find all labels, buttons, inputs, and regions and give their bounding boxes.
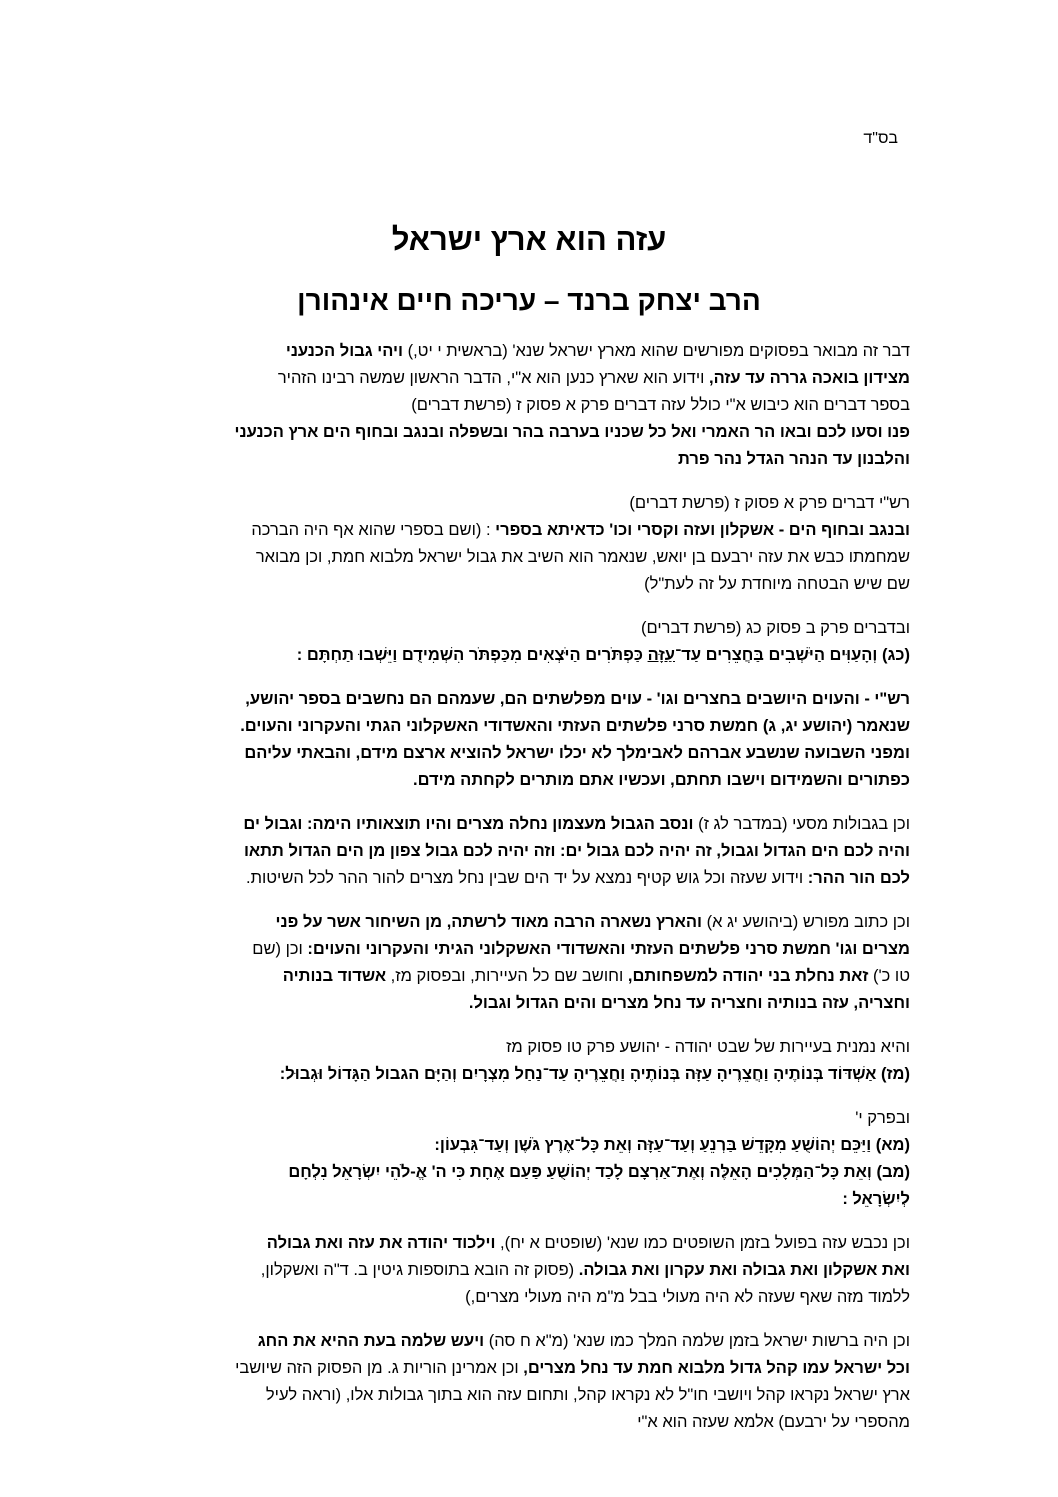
page-title: עזה הוא ארץ ישראל — [391, 222, 667, 257]
verse-line — [185, 642, 910, 669]
text-span: וכן היה ברשות ישראל בזמן שלמה המלך כמו שנא' (מ"א ח סה) — [484, 1332, 910, 1350]
text-span: וחושב שם כל העיירות, ובפסוק מז, — [386, 967, 628, 985]
verse-line: (מב) וְאֵת כָּל־הַמְּלָכִים הָאֵלֶּה וְאֶת־אַרְצָם לָכַד יְהוֹשֻׁעַ פַּעַם אֶחָת כִּי ה' אֱ-לֹהֵי יִשְׂרָאֵל נִלְחָם — [288, 1163, 910, 1181]
text-line — [185, 865, 910, 892]
bold-quote: זאת נחלת בני יהודה למשפחותם, — [627, 967, 869, 985]
bold-quote: אשדוד בנותיה — [282, 967, 387, 985]
text-line: כפתורים והשמידום וישבו תחתם, ועכשיו אתם מותרים לקחתה מידם. — [413, 771, 910, 789]
source-heading: והיא נמנית בעיירות של שבט יהודה - יהושע פרק טו פסוק מז — [506, 1038, 910, 1056]
paragraph-shlomo — [185, 1328, 910, 1436]
verse-line: (מז) אַשְׁדּוֹד בְּנוֹתֶיהָ וַחֲצֵרֶיהָ עַזָּה בְּנוֹתֶיהָ וַחֲצֵרֶיהָ עַד־נַחַל מִצְרָיִם וְהַיָּם הגבול הַגָּדוֹל וּגְבוּל: — [279, 1065, 910, 1083]
text-span: וידוע שעזה וכל גוש קטיף נמצא על יד הים שבין נחל מצרים להור ההר לכל השיטות. — [246, 869, 808, 887]
bold-quote: מצרים וגו' חמשת סרני פלשתים העזתי והאשדודי האשקלוני הגיתי והעקרוני והעוים: — [307, 940, 910, 958]
text-line — [185, 909, 910, 936]
paragraph-devarim-verse — [185, 615, 910, 669]
bold-quote: ובנגב ובחוף הים - אשקלון ועזה וקסרי וכו' כדאיתא בספרי — [495, 521, 910, 539]
text-span: וכן בגבולות מסעי (במדבר לג ז) — [693, 815, 910, 833]
underlined-word: עַזָּה — [647, 646, 675, 664]
text-line: ללמוד מזה שאף שעזה לא היה מעולי בבל מ"מ היה מעולי מצרים,) — [465, 1288, 910, 1306]
text-line: רש"י - והעוים היושבים בחצרים וגו' - עוים מפלשתים הם, שעמהם הם נחשבים בספר יהושע, — [245, 690, 910, 708]
text-line: ומפני השבועה שנשבע אברהם לאבימלך לא יכלו ישראל להוציא ארצם מידם, והבאתי עליהם — [244, 744, 910, 762]
paragraph-perek-yud — [185, 1105, 910, 1213]
bold-quote: ויעש שלמה בעת ההיא את החג — [257, 1332, 485, 1350]
bold-quote-line: והיה לכם הים הגדול וגבול, זה יהיה לכם גבול ים: וזה יהיה לכם גבול צפון מן הים הגדול תתאו — [243, 842, 910, 860]
text-span: וידוע הוא שארץ כנען הוא א"י, הדבר הראשון שמשה רבינו הזהיר — [277, 369, 709, 387]
paragraph-shoftim — [185, 1230, 910, 1311]
document-body — [185, 338, 910, 1453]
bold-quote: ונסב הגבול מעצמון נחלה מצרים והיו תוצאותיו הימה: וגבול ים — [243, 815, 694, 833]
paragraph-rashi-devarim — [185, 490, 910, 598]
bold-quote-line: פנו וסעו לכם ובאו הר האמרי ואל כל שכניו בערבה בהר ובשפלה ובנגב ובחוף הים ארץ הכנעני — [234, 423, 910, 441]
text-line — [185, 936, 910, 963]
text-span: טו כ') — [868, 967, 910, 985]
bold-quote-line: וחצריה, עזה בנותיה וחצריה עד נחל מצרים והים הגדול וגבול. — [468, 994, 910, 1012]
text-line: שם שיש הבטחה מיוחדת על זה לעת"ל) — [644, 575, 910, 593]
text-line: שמחמתו כבש את עזה ירבעם בן יואש, שנאמר הוא השיב את גבול ישראל מלבוא חמת, וכן מבואר — [255, 548, 910, 566]
text-line — [185, 1355, 910, 1382]
text-line — [185, 517, 910, 544]
source-heading: רש"י דברים פרק א פסוק ז (פרשת דברים) — [629, 494, 910, 512]
text-span: כַּפְתֹּרִים הַיֹּצְאִים מִכַּפְתֹּר הִשְׁמִידֻם וַיֵּשְׁבוּ תַחְתָּם : — [296, 646, 648, 664]
page-subtitle: הרב יצחק ברנד – עריכה חיים אינהורן — [297, 285, 761, 316]
text-span: וכן (שם — [252, 940, 308, 958]
bold-quote: מצידון בואכה גררה עד עזה, — [709, 369, 910, 387]
paragraph-yehuda-cities — [185, 1034, 910, 1088]
paragraph-yehoshua — [185, 909, 910, 1017]
text-line: שנאמר (יהושע יג, ג) חמשת סרני פלשתים העזתי והאשדודי האשקלוני הגתי והעקרוני והעוים. — [240, 717, 910, 735]
bold-quote: לכם הור ההר: — [807, 869, 910, 887]
text-span: (כג) וְהָעַוִּים הַיֹּשְׁבִים בַּחֲצֵרִים עַד־ — [674, 646, 910, 664]
paragraph-rashi-avim — [185, 686, 910, 794]
text-span: וכן כתוב מפורש (ביהושע יג א) — [702, 913, 910, 931]
text-line — [185, 365, 910, 392]
text-span: : (ושם בספרי שהוא אף היה הברכה — [251, 521, 496, 539]
source-heading: ובפרק י' — [855, 1109, 910, 1127]
verse-line: לְיִשְׂרָאֵל : — [842, 1190, 910, 1208]
text-line: מהספרי על ירבעם) אלמא שעזה הוא א"י — [637, 1413, 910, 1431]
text-line — [185, 811, 910, 838]
text-line — [185, 1257, 910, 1284]
verse-line: (מא) וַיַּכֵּם יְהוֹשֻׁעַ מִקָּדֵשׁ בַּרְנֵעַ וְעַד־עַזָּה וְאֵת כָּל־אֶרֶץ גֹּשֶׁן וְעַד־גִּבְעוֹן: — [434, 1136, 910, 1154]
bsd-mark: בס"ד — [863, 130, 898, 147]
text-span: דבר זה מבואר בפסוקים מפורשים שהוא מארץ ישראל שנא' (בראשית י יט,) — [403, 342, 910, 360]
text-span: וכן נכבש עזה בפועל בזמן השופטים כמו שנא' (שופטים א יח), — [495, 1234, 910, 1252]
text-line: ארץ ישראל נקראו קהל ויושבי חו"ל לא נקראו קהל, ותחום עזה הוא בתוך גבולות אלו, (וראה לעיל — [265, 1386, 910, 1404]
bold-quote: והארץ נשארה הרבה מאוד לרשתה, מן השיחור אשר על פני — [275, 913, 702, 931]
text-span: וכן אמרינן הוריות ג. מן הפסוק הזה שיושבי — [235, 1359, 524, 1377]
text-line — [185, 338, 910, 365]
text-line — [185, 1230, 910, 1257]
bold-quote-line: והלבנון עד הנהר הגדל נהר פרת — [678, 450, 910, 468]
source-heading: ובדברים פרק ב פסוק כג (פרשת דברים) — [641, 619, 910, 637]
text-line — [185, 963, 910, 990]
text-line: בספר דברים הוא כיבוש א"י כולל עזה דברים פרק א פסוק ז (פרשת דברים) — [411, 396, 910, 414]
bold-quote: וכל ישראל עמו קהל גדול מלבוא חמת עד נחל מצרים, — [523, 1359, 910, 1377]
bold-quote: וילכוד יהודה את עזה ואת גבולה — [266, 1234, 496, 1252]
paragraph-intro — [185, 338, 910, 473]
bold-quote: ויהי גבול הכנעני — [285, 342, 404, 360]
text-line — [185, 1328, 910, 1355]
bold-quote: ואת אשקלון ואת גבולה ואת עקרון ואת גבולה. — [578, 1261, 910, 1279]
text-span: (פסוק זה הובא בתוספות גיטין ב. ד"ה ואשקלון, — [260, 1261, 579, 1279]
paragraph-masei — [185, 811, 910, 892]
